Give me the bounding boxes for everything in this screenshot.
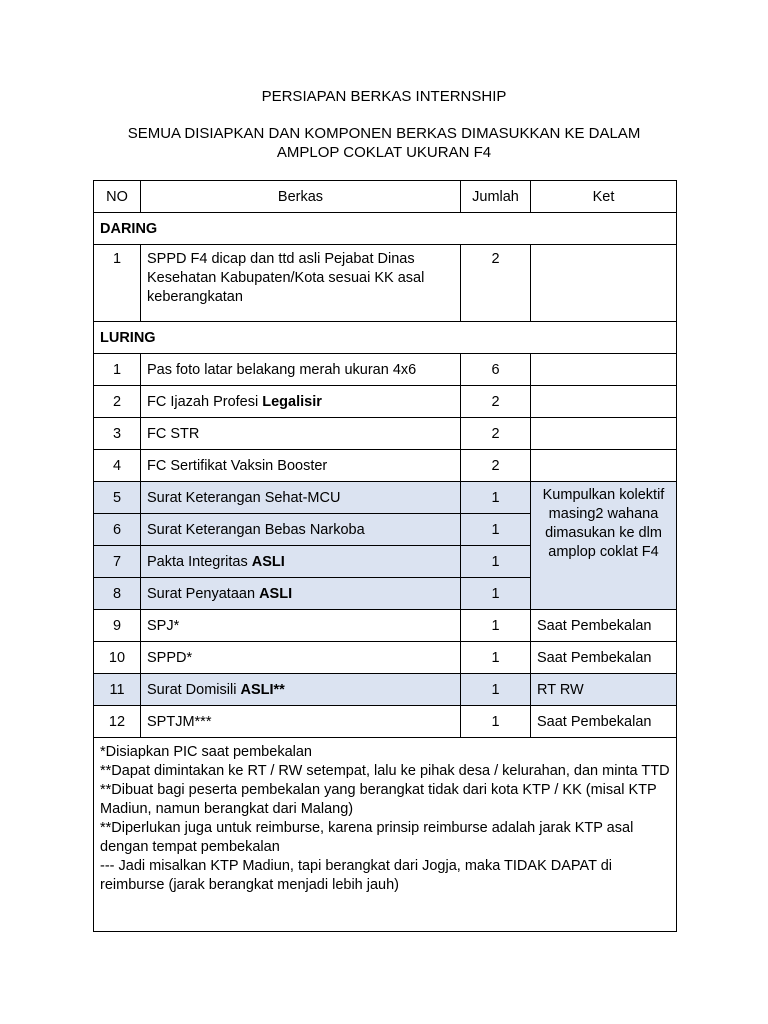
table-row (94, 706, 677, 738)
row-no: 2 (94, 386, 141, 418)
row-no: 4 (94, 450, 141, 482)
row-berkas-text: Pakta Integritas (147, 553, 252, 570)
row-berkas-text: Surat Domisili (147, 681, 241, 698)
row-jumlah: 6 (461, 354, 531, 386)
row-berkas: FC STR (141, 418, 461, 450)
document-subtitle-line-2: AMPLOP COKLAT UKURAN F4 (276, 144, 492, 161)
merged-ket-cell: Kumpulkan kolektif masing2 wahana dimasukan ke dlm amplop coklat F4 (531, 482, 677, 610)
table-header-row (94, 181, 677, 213)
row-ket (531, 386, 677, 418)
table-row (94, 245, 677, 322)
table-row (94, 482, 677, 514)
row-jumlah: 2 (461, 386, 531, 418)
row-no: 9 (94, 610, 141, 642)
row-berkas-bold: ASLI (259, 585, 293, 602)
header-no: NO (94, 181, 141, 213)
row-berkas (141, 674, 461, 706)
row-ket (531, 354, 677, 386)
row-berkas-text: FC Ijazah Profesi (147, 393, 263, 410)
row-jumlah: 2 (461, 450, 531, 482)
row-no: 1 (94, 354, 141, 386)
table-row (94, 642, 677, 674)
row-no: 6 (94, 514, 141, 546)
row-no: 12 (94, 706, 141, 738)
row-berkas-bold: ASLI** (240, 681, 285, 698)
row-berkas-text: Surat Penyataan (147, 585, 260, 602)
table-row (94, 418, 677, 450)
table-row (94, 386, 677, 418)
row-berkas-bold: Legalisir (262, 393, 322, 410)
row-ket (531, 450, 677, 482)
notes-cell (94, 738, 677, 932)
note-line: --- Jadi misalkan KTP Madiun, tapi berangkat dari Jogja, maka TIDAK DAPAT di reimburse (jarak berangkat menjadi lebih jauh) (100, 858, 613, 893)
row-no: 8 (94, 578, 141, 610)
section-row-daring (94, 213, 677, 245)
row-jumlah: 1 (461, 578, 531, 610)
row-jumlah: 1 (461, 706, 531, 738)
row-berkas: SPTJM*** (141, 706, 461, 738)
document-subtitle-line-1: SEMUA DISIAPKAN DAN KOMPONEN BERKAS DIMASUKKAN KE DALAM (127, 125, 641, 142)
row-no: 5 (94, 482, 141, 514)
header-jumlah: Jumlah (461, 181, 531, 213)
row-berkas: SPPD F4 dicap dan ttd asli Pejabat Dinas Kesehatan Kabupaten/Kota sesuai KK asal keberangkatan (141, 245, 461, 322)
note-line: **Dibuat bagi peserta pembekalan yang berangkat tidak dari kota KTP / KK (misal KTP Madiun, namun berangkat dari Malang) (100, 782, 657, 817)
row-ket (531, 245, 677, 322)
row-no: 10 (94, 642, 141, 674)
table-row (94, 354, 677, 386)
section-row-luring (94, 322, 677, 354)
row-ket: Saat Pembekalan (531, 706, 677, 738)
row-ket: Saat Pembekalan (531, 642, 677, 674)
row-berkas: Surat Keterangan Bebas Narkoba (141, 514, 461, 546)
row-berkas: Surat Keterangan Sehat-MCU (141, 482, 461, 514)
row-berkas (141, 578, 461, 610)
table-row (94, 450, 677, 482)
row-jumlah: 2 (461, 245, 531, 322)
row-ket: Saat Pembekalan (531, 610, 677, 642)
berkas-table (93, 180, 677, 932)
row-no: 1 (94, 245, 141, 322)
document-title: PERSIAPAN BERKAS INTERNSHIP (261, 88, 507, 105)
row-berkas (141, 546, 461, 578)
section-label-luring: LURING (94, 322, 677, 354)
row-berkas: FC Sertifikat Vaksin Booster (141, 450, 461, 482)
row-jumlah: 1 (461, 546, 531, 578)
row-jumlah: 1 (461, 610, 531, 642)
row-jumlah: 1 (461, 482, 531, 514)
row-no: 3 (94, 418, 141, 450)
row-ket: RT RW (531, 674, 677, 706)
row-jumlah: 1 (461, 674, 531, 706)
notes-row (94, 738, 677, 932)
row-berkas: Pas foto latar belakang merah ukuran 4x6 (141, 354, 461, 386)
header-berkas: Berkas (141, 181, 461, 213)
row-no: 11 (94, 674, 141, 706)
table-row (94, 610, 677, 642)
row-jumlah: 1 (461, 642, 531, 674)
row-berkas: SPPD* (141, 642, 461, 674)
row-berkas (141, 386, 461, 418)
note-line: *Disiapkan PIC saat pembekalan (100, 744, 312, 760)
row-no: 7 (94, 546, 141, 578)
row-jumlah: 2 (461, 418, 531, 450)
row-berkas-bold: ASLI (251, 553, 285, 570)
row-berkas: SPJ* (141, 610, 461, 642)
table-row (94, 674, 677, 706)
section-label-daring: DARING (94, 213, 677, 245)
header-ket: Ket (531, 181, 677, 213)
note-line: **Diperlukan juga untuk reimburse, karena prinsip reimburse adalah jarak KTP asal dengan tempat pembekalan (100, 820, 634, 855)
row-jumlah: 1 (461, 514, 531, 546)
note-line: **Dapat dimintakan ke RT / RW setempat, lalu ke pihak desa / kelurahan, dan minta TTD (100, 763, 670, 779)
row-ket (531, 418, 677, 450)
